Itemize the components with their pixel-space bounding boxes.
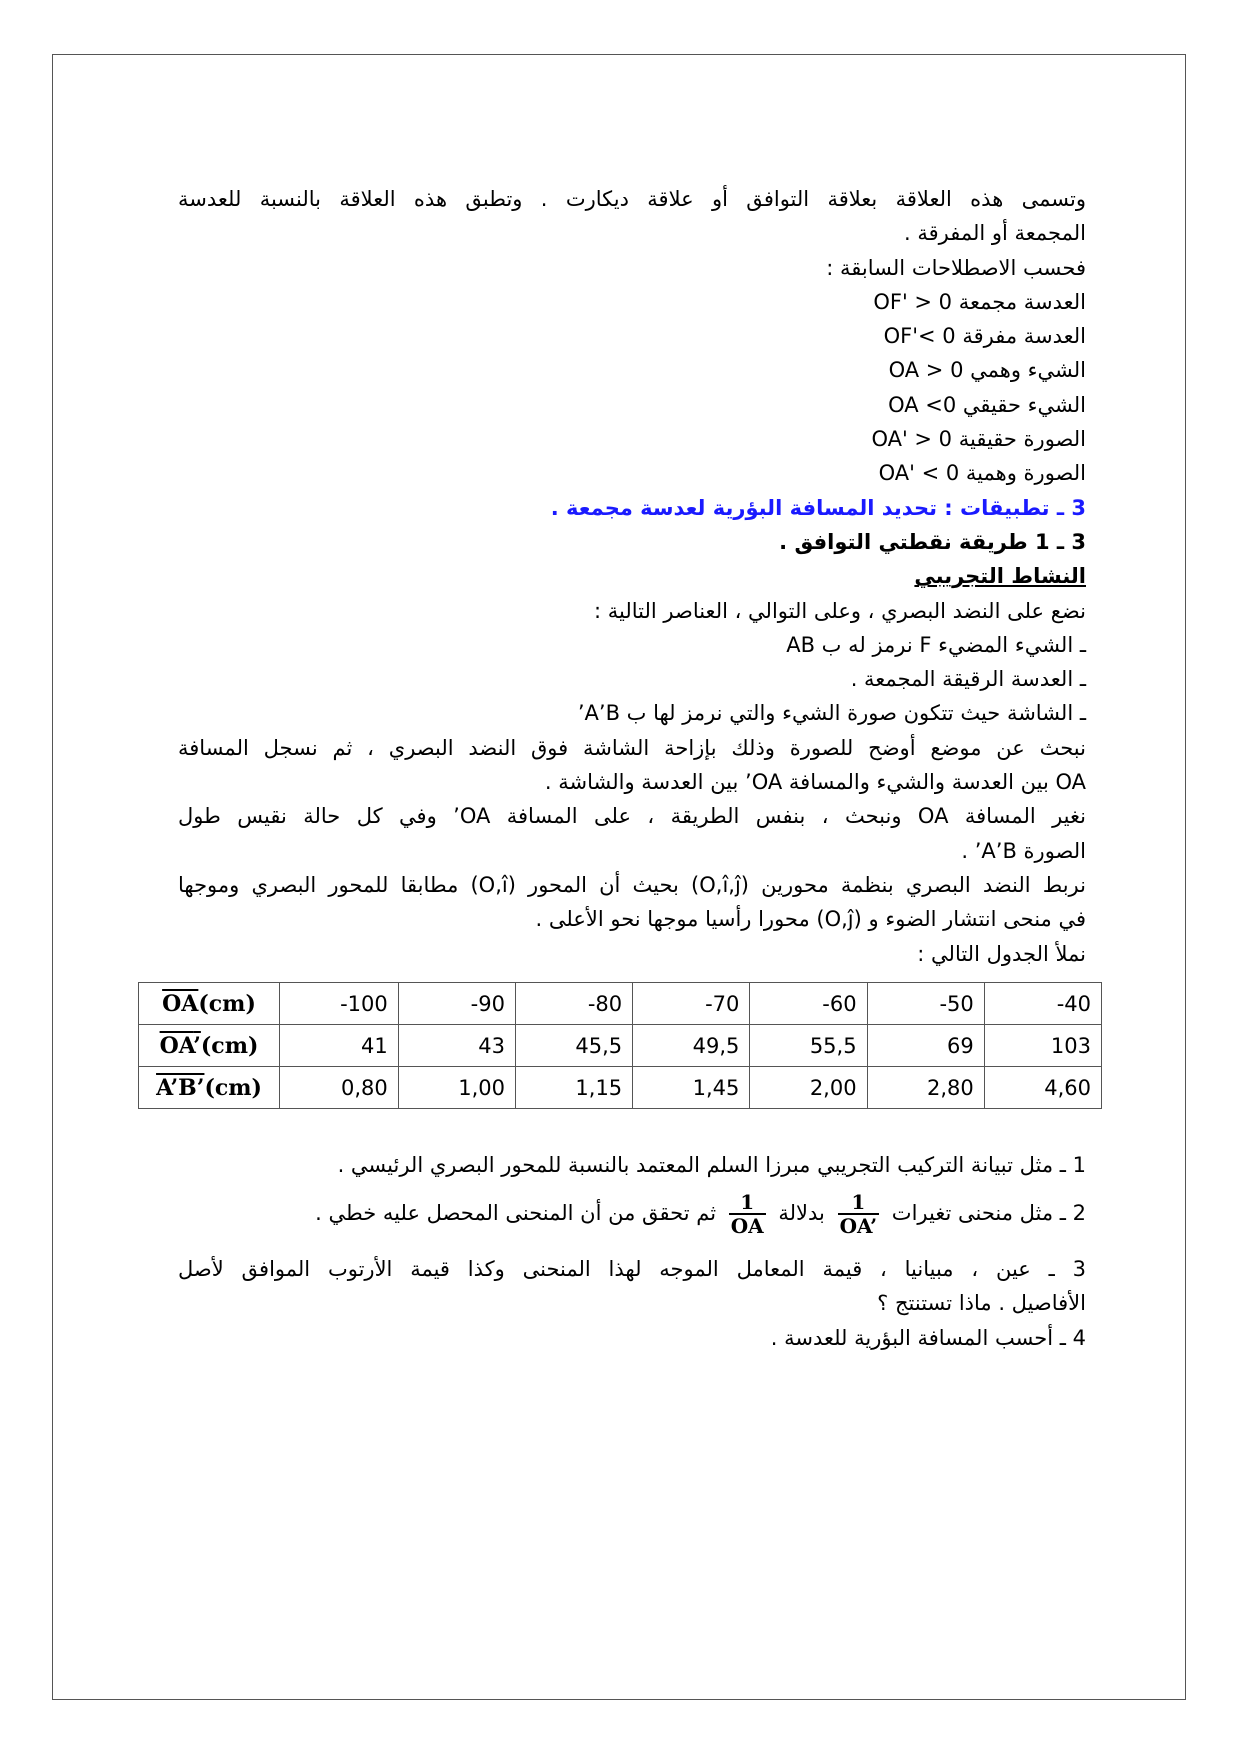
activity-line-9: نربط النضد البصري بنظمة محورين (O,î,ĵ) بحيث أن المحور (O,î) مطابقا للمحور البصري وموجها xyxy=(178,872,1086,897)
row-header-oa-prime: OA’(cm) xyxy=(139,1025,280,1067)
activity-line-3: ـ العدسة الرقيقة المجمعة . xyxy=(850,667,1086,692)
activity-line-6: OA بين العدسة والشيء والمسافة OA’ بين العدسة والشاشة . xyxy=(544,770,1086,795)
paragraph-intro-line1: وتسمى هذه العلاقة بعلاقة التوافق أو علاقة ديكارت . وتطبق هذه العلاقة بالنسبة للعدسة xyxy=(178,187,1086,211)
table-cell: 4,60 xyxy=(984,1067,1101,1109)
question-2-part-a: 2 ـ مثل منحنى تغيرات xyxy=(891,1201,1086,1225)
table-cell: -90 xyxy=(398,983,515,1025)
table-cell: -50 xyxy=(867,983,984,1025)
measurements-table xyxy=(138,982,1102,1109)
question-2 xyxy=(178,1188,1086,1238)
table-cell: -70 xyxy=(633,983,750,1025)
condition-real-object: الشيء حقيقي OA <0 xyxy=(888,392,1086,417)
table-cell: 45,5 xyxy=(515,1025,632,1067)
activity-line-11: نملأ الجدول التالي : xyxy=(917,941,1086,966)
question-2-part-c: ثم تحقق من أن المنحنى المحصل عليه خطي . xyxy=(315,1201,717,1225)
activity-line-8: الصورة A’B’ . xyxy=(961,838,1086,863)
question-3-line-2: الأفاصيل . ماذا تستنتج ؟ xyxy=(877,1291,1086,1316)
table-cell: 69 xyxy=(867,1025,984,1067)
question-3-line-1: 3 ـ عين ، مبيانيا ، قيمة المعامل الموجه لهذا المنحنى وكذا قيمة الأرتوب الموافق لأصل xyxy=(178,1257,1086,1281)
table-cell: 43 xyxy=(398,1025,515,1067)
activity-line-7: نغير المسافة OA ونبحث ، بنفس الطريقة ، على المسافة OA’ وفي كل حالة نقيس طول xyxy=(178,804,1086,829)
activity-line-4: ـ الشاشة حيث تتكون صورة الشيء والتي نرمز لها ب A’B’ xyxy=(577,701,1086,726)
condition-virtual-object: الشيء وهمي OA > 0 xyxy=(888,358,1086,383)
document-body xyxy=(178,182,1086,971)
table-row-oa-prime xyxy=(139,1025,1102,1067)
condition-diverging-lens: العدسة مفرقة OF'< 0 xyxy=(883,324,1086,349)
table-row-oa xyxy=(139,983,1102,1025)
table-cell: -80 xyxy=(515,983,632,1025)
condition-virtual-image: الصورة وهمية OA' < 0 xyxy=(878,461,1086,486)
activity-line-10: في منحى انتشار الضوء و (O,ĵ) محورا رأسيا موجها نحو الأعلى . xyxy=(535,907,1086,932)
question-3 xyxy=(178,1252,1086,1321)
fraction-inverse-oa-prime: $\frac{1}{OA’}$ xyxy=(839,1190,878,1238)
table-cell: 2,80 xyxy=(867,1067,984,1109)
question-1: 1 ـ مثل تبيانة التركيب التجريبي مبرزا السلم المعتمد بالنسبة للمحور البصري الرئيسي . xyxy=(337,1153,1086,1177)
activity-title-wrap xyxy=(178,559,1086,593)
table-cell: -100 xyxy=(280,983,399,1025)
question-4: 4 ـ أحسب المسافة البؤرية للعدسة . xyxy=(770,1326,1086,1350)
activity-line-5: نبحث عن موضع أوضح للصورة وذلك بإزاحة الشاشة فوق النضد البصري ، ثم نسجل المسافة xyxy=(178,735,1086,760)
table-row-ab-prime xyxy=(139,1067,1102,1109)
section-title: 3 ـ تطبيقات : تحديد المسافة البؤرية لعدسة مجمعة . xyxy=(550,495,1086,520)
table-cell: 55,5 xyxy=(750,1025,867,1067)
row-header-ab-prime: A’B’(cm) xyxy=(139,1067,280,1109)
activity-line-2: ـ الشيء المضيء F نرمز له ب AB xyxy=(786,632,1086,657)
condition-real-image: الصورة حقيقية OA' > 0 xyxy=(871,427,1086,452)
table-cell: -40 xyxy=(984,983,1101,1025)
table-cell: 1,15 xyxy=(515,1067,632,1109)
table-cell: 49,5 xyxy=(633,1025,750,1067)
table-cell: 103 xyxy=(984,1025,1101,1067)
table-cell: 41 xyxy=(280,1025,399,1067)
fraction-inverse-oa: $\frac{1}{OA}$ xyxy=(730,1190,764,1238)
table-cell: 2,00 xyxy=(750,1067,867,1109)
activity-title: النشاط التجريبي xyxy=(914,564,1086,589)
table-cell: 1,45 xyxy=(633,1067,750,1109)
condition-converging-lens: العدسة مجمعة OF' > 0 xyxy=(873,289,1086,314)
table-cell: 0,80 xyxy=(280,1067,399,1109)
table-cell: 1,00 xyxy=(398,1067,515,1109)
subsection-title: 3 ـ 1 طريقة نقطتي التوافق . xyxy=(779,529,1086,554)
paragraph-intro-line2: المجمعة أو المفرقة . xyxy=(903,221,1086,246)
question-2-part-b: بدلالة xyxy=(778,1201,825,1225)
activity-line-1: نضع على النضد البصري ، وعلى التوالي ، العناصر التالية : xyxy=(594,598,1086,623)
table-cell: -60 xyxy=(750,983,867,1025)
paragraph-conventions: فحسب الاصطلاحات السابقة : xyxy=(826,255,1086,280)
row-header-oa: $\overline{OA}(cm)$ xyxy=(139,983,280,1025)
